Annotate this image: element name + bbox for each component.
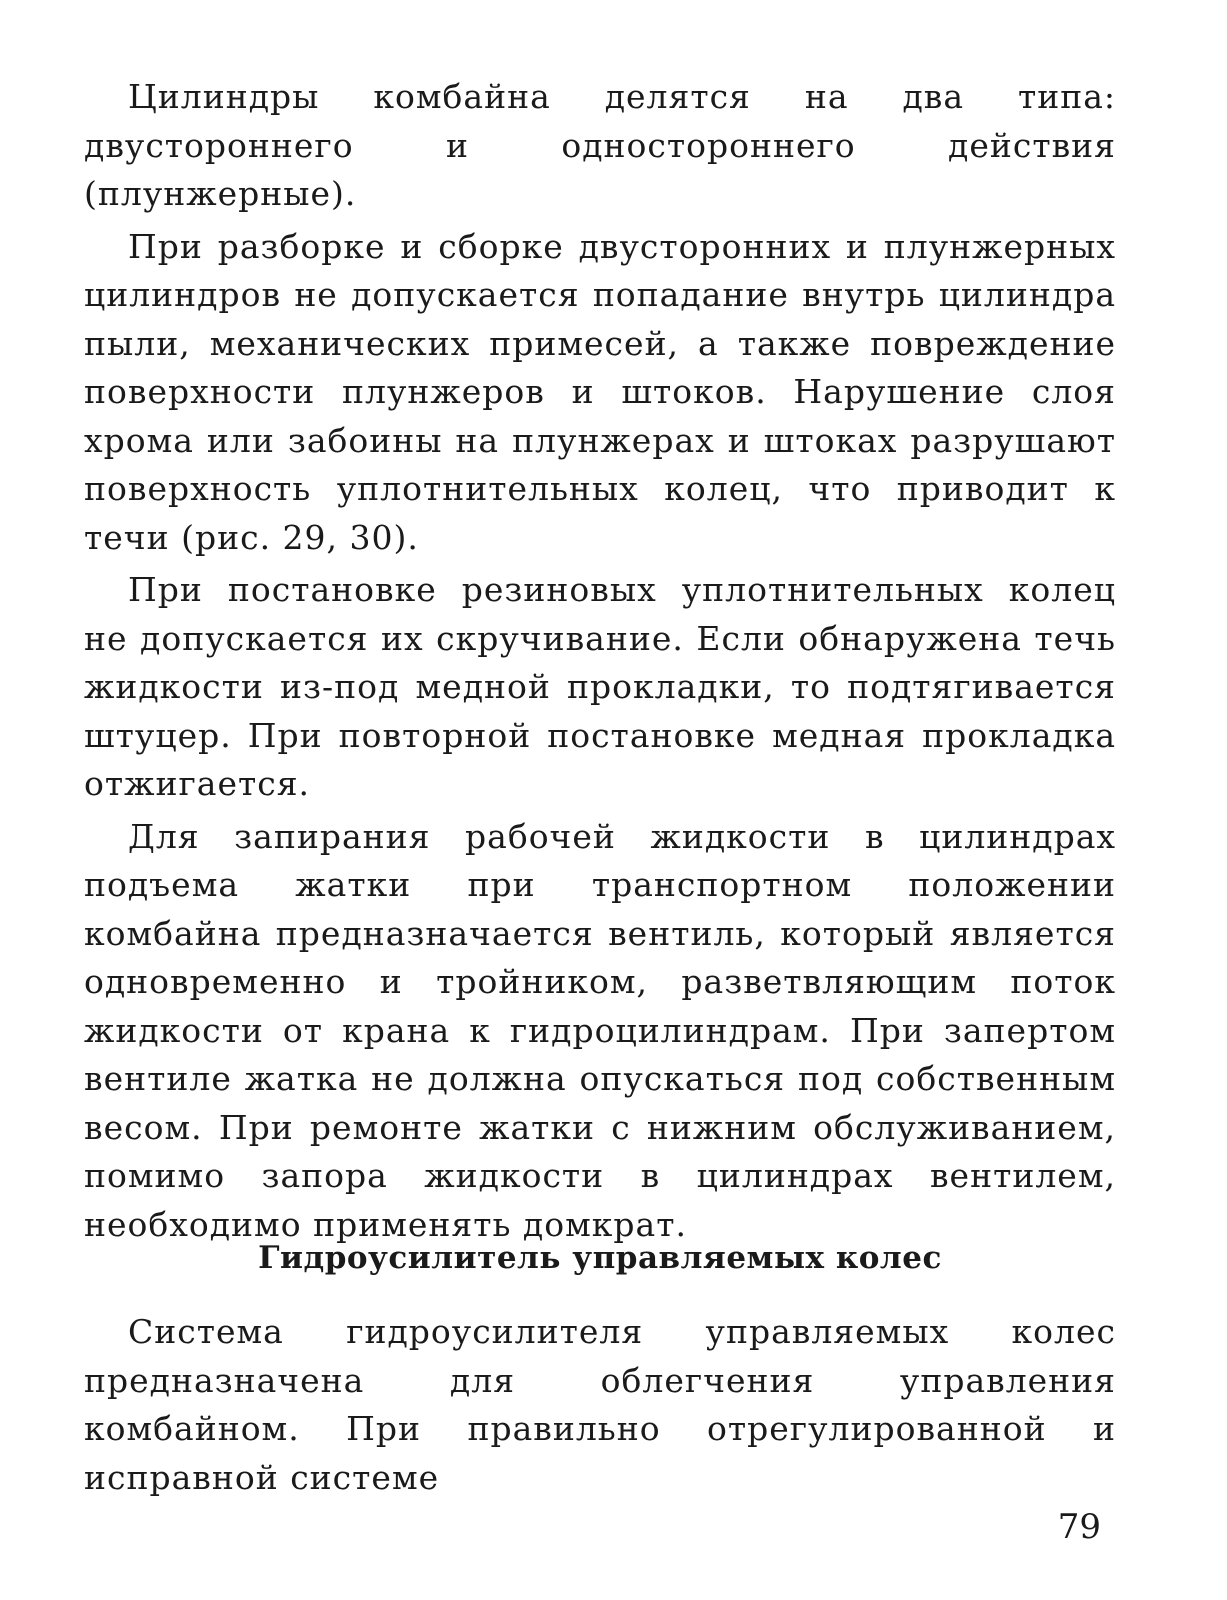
paragraph-valve: Для запирания рабочей жидкости в цилиндрах подъема жатки при транспортном положении комбайна предназначается вентиль, который является одновременно и тройником, разветвляющим поток жидкости от крана к гидроцилиндрам. При запертом вентиле жатка не должна опускаться под собственным весом. При ремонте жатки с нижним обслуживанием, помимо запора жидкости в цилиндрах вентилем, необходимо применять домкрат. xyxy=(84,816,1116,1244)
paragraph-rubber-rings: При постановке резиновых уплотнительных колец не допускается их скручивание. Если обнаружена течь жидкости из-под медной прокладки, то подтягивается штуцер. При повторной постановке медная прокладка отжигается. xyxy=(84,570,1116,803)
paragraph-hydraulic-booster: Система гидроусилителя управляемых колес предназначена для облегчения управления комбайном. При правильно отрегулированной и исправной системе xyxy=(84,1312,1116,1497)
paragraph-disassembly: При разборке и сборке двусторонних и плунжерных цилиндров не допускается попадание внутрь цилиндра пыли, механических примесей, а также повреждение поверхности плунжеров и штоков. Нарушение слоя хрома или забоины на плунжерах и штоках разрушают поверхность уплотнительных колец, что приводит к течи (рис. 29, 30). xyxy=(84,226,1116,557)
page-number: 79 xyxy=(1057,1507,1101,1547)
section-heading: Гидроусилитель управляемых колес xyxy=(258,1240,942,1276)
paragraph-cylinder-types: Цилиндры комбайна делятся на два типа: двустороннего и одностороннего действия (плунжерные). xyxy=(84,77,1116,213)
section-text-block xyxy=(84,1308,1116,1502)
main-text-block xyxy=(84,73,1116,1249)
